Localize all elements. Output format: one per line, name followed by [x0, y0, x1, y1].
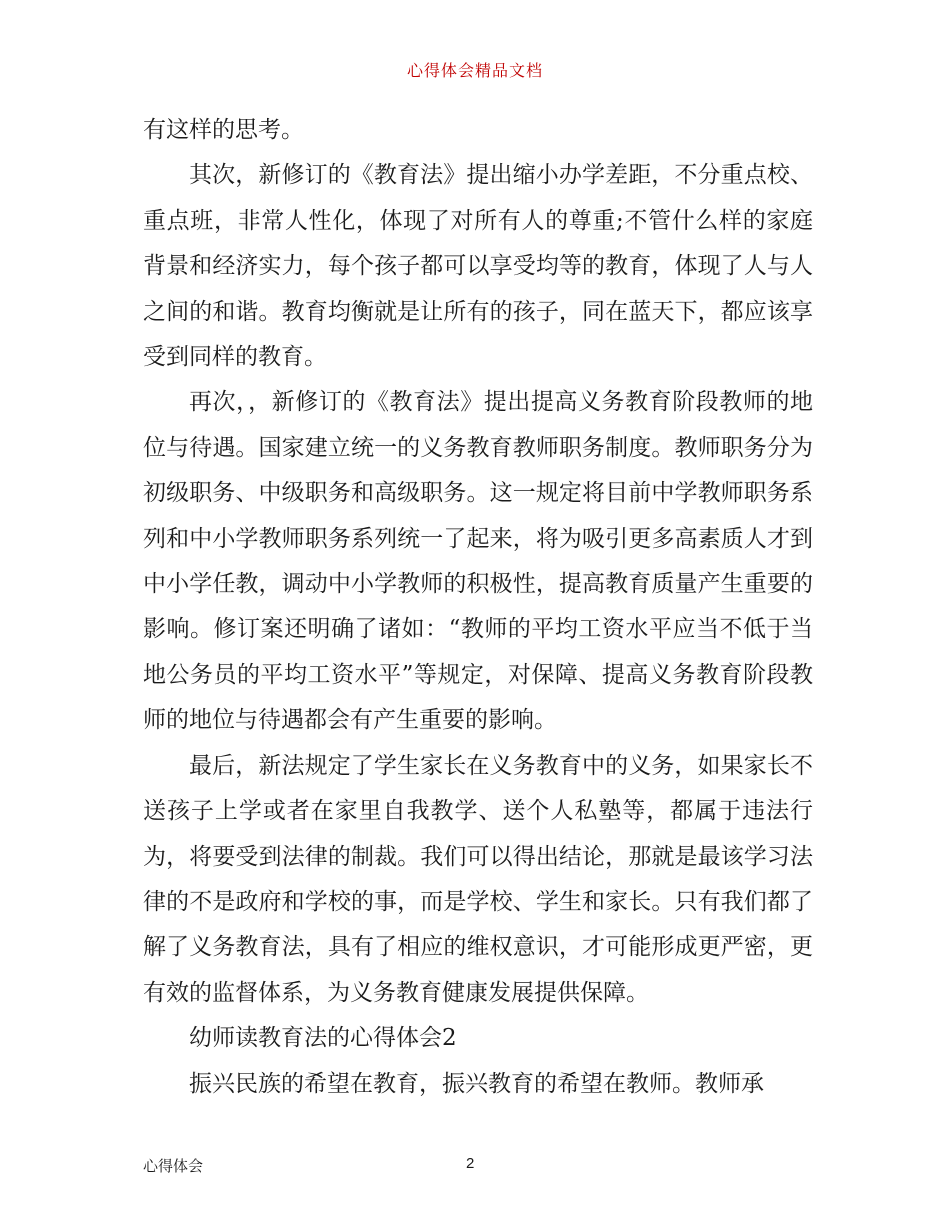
paragraph: 有这样的思考。: [143, 117, 304, 143]
paragraph: 最后，新法规定了学生家长在义务教育中的义务，如果家长不送孩子上学或者在家里自我教学、送个人私塾等，都属于违法行为，将要受到法律的制裁。我们可以得出结论，那就是最该学习法律的不是政府和学校的事，而是学校、学生和家长。只有我们都了解了义务教育法，具有了相应的维权意识，才可能形成更严密，更有效的监督体系，为义务教育健康发展提供保障。: [143, 752, 813, 1006]
paragraph: 振兴民族的希望在教育，振兴教育的希望在教师。教师承: [189, 1070, 764, 1097]
page-number: 2: [466, 1155, 475, 1172]
section-heading: 幼师读教育法的心得体会2: [189, 1025, 457, 1052]
page-footer: [0, 1155, 950, 1179]
document-body: [143, 108, 813, 1107]
paragraph: 其次，新修订的《教育法》提出缩小办学差距，不分重点校、重点班，非常人性化，体现了对所有人的尊重;不管什么样的家庭背景和经济实力，每个孩子都可以享受均等的教育，体现了人与人之间的和谐。教育均衡就是让所有的孩子，同在蓝天下，都应该享受到同样的教育。: [143, 162, 813, 371]
footer-label: 心得体会: [143, 1157, 204, 1175]
page-header-title: 心得体会精品文档: [406, 61, 543, 80]
paragraph: 再次，，新修订的《教育法》提出提高义务教育阶段教师的地位与待遇。国家建立统一的义务教育教师职务制度。教师职务分为初级职务、中级职务和高级职务。这一规定将目前中学教师职务系列和中小学教师职务系列统一了起来，将为吸引更多高素质人才到中小学任教，调动中小学教师的积极性，提高教育质量产生重要的影响。修订案还明确了诸如：“教师的平均工资水平应当不低于当地公务员的平均工资水平”等规定，对保障、提高义务教育阶段教师的地位与待遇都会有产生重要的影响。: [143, 389, 813, 734]
